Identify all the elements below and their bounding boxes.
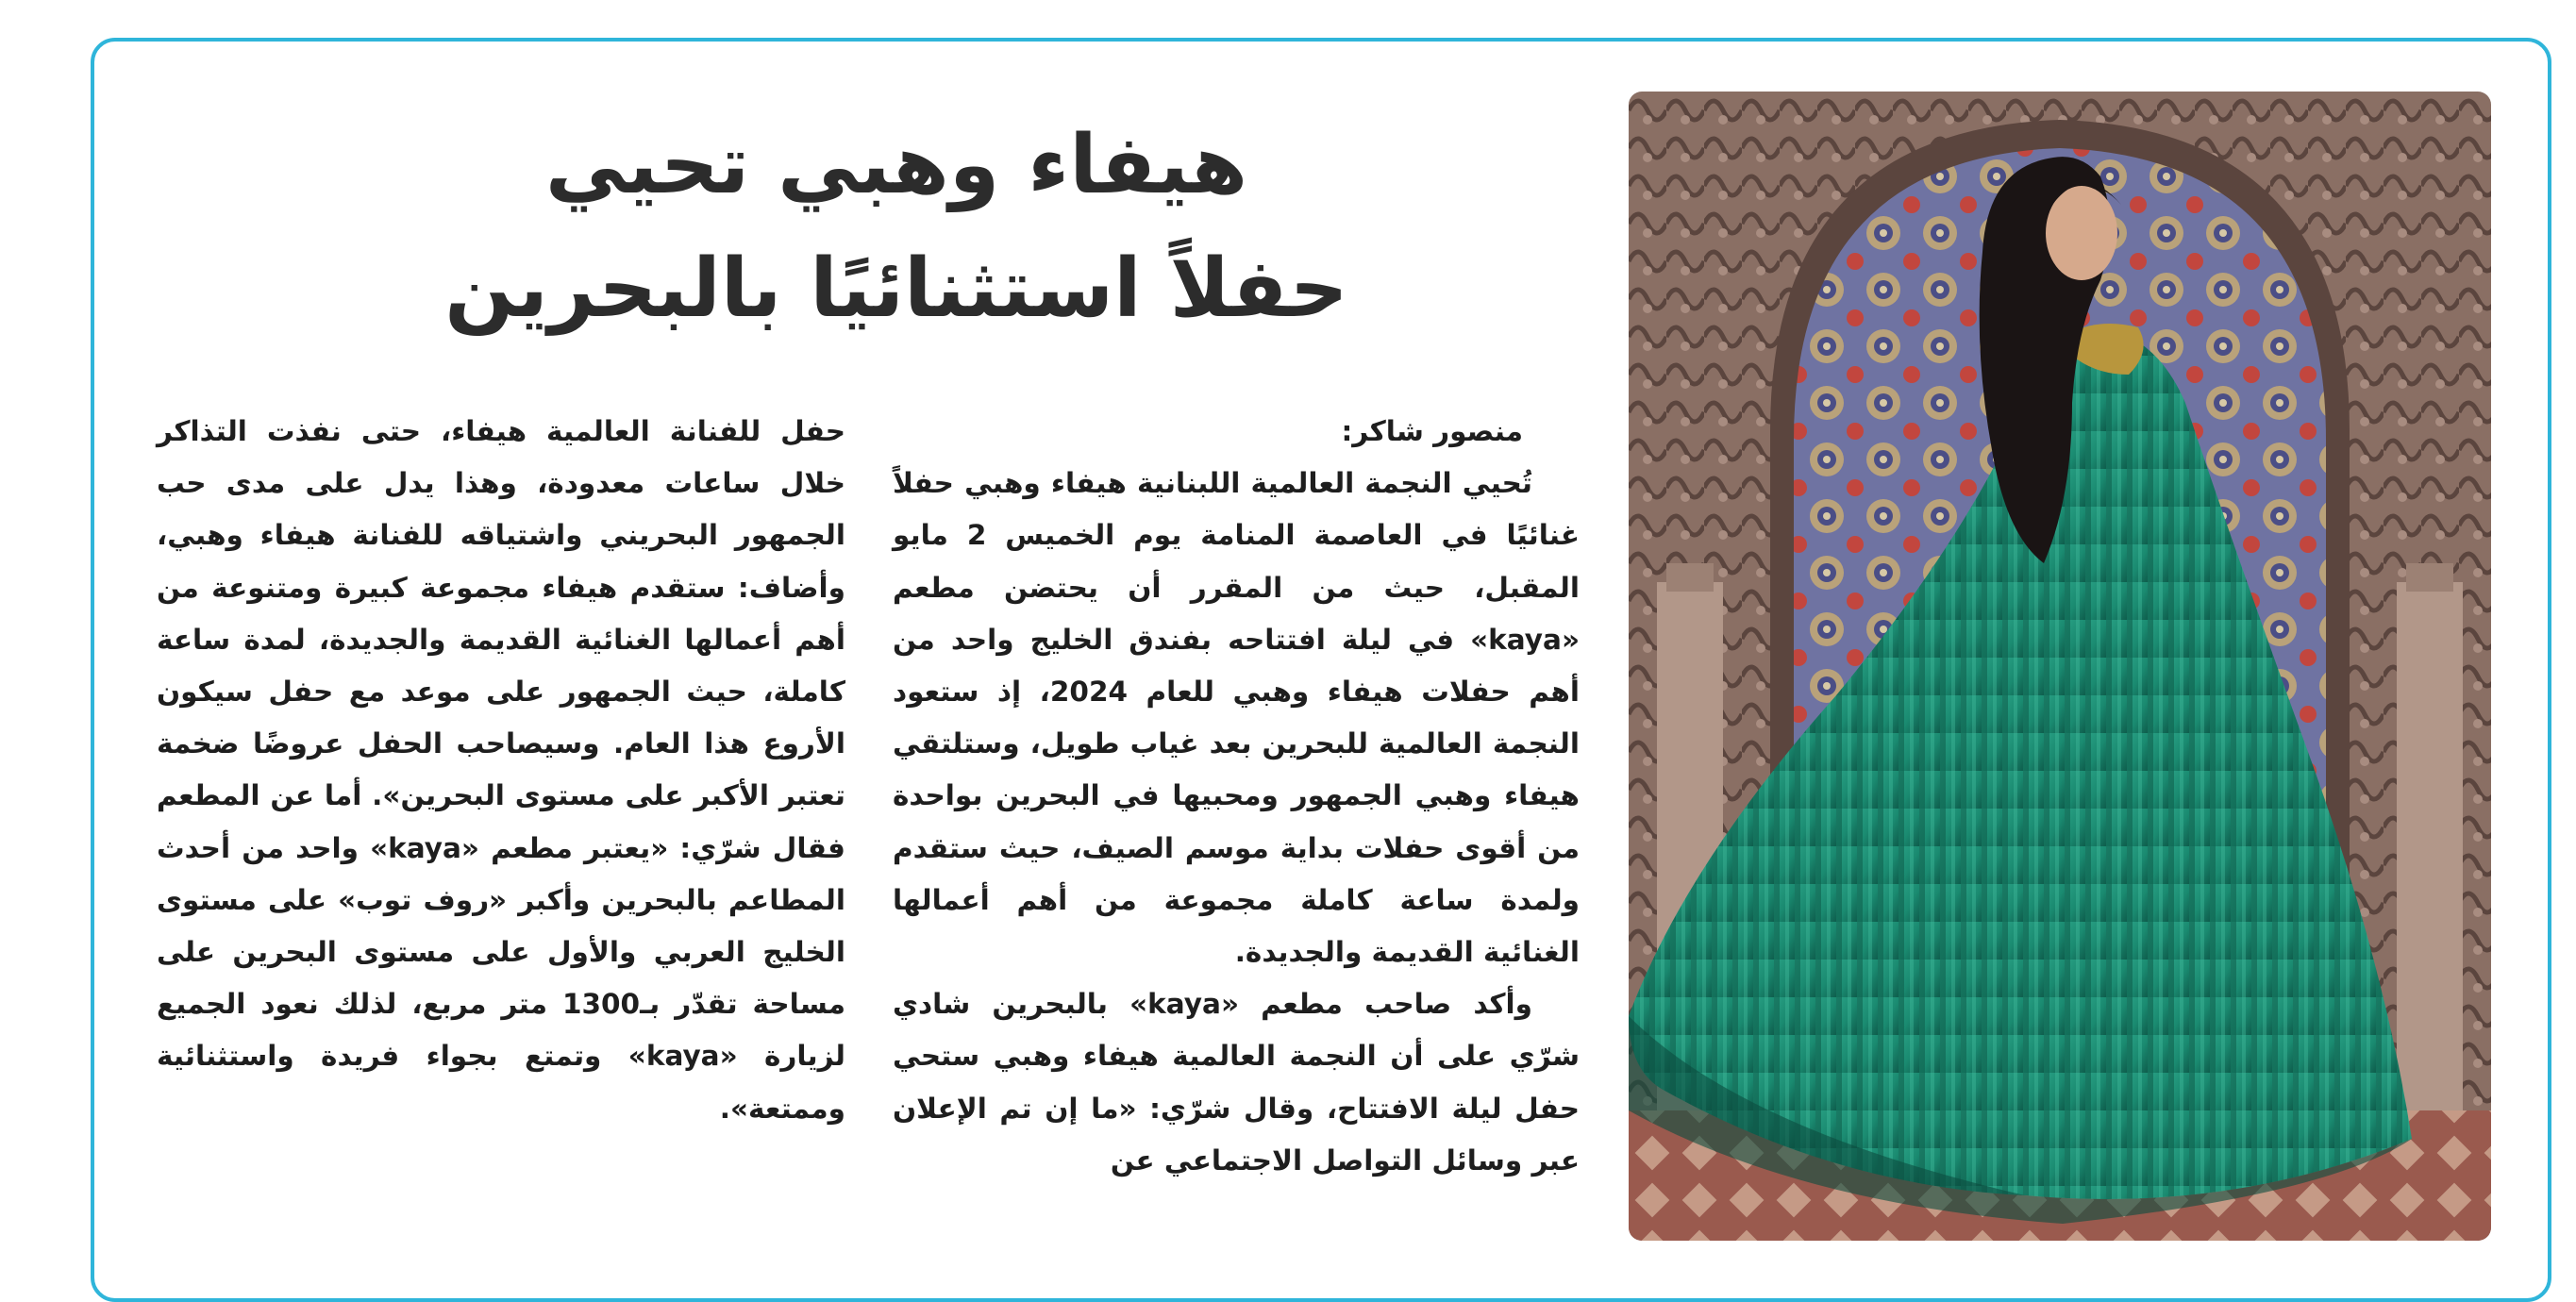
article-paragraph-2: وأكد صاحب مطعم «kaya» بالبحرين شادي شرّي على أن النجمة العالمية هيفاء وهبي ستحي حفل ليلة الافتتاح، وقال شرّي: «ما إن تم الإعلان عبر وسائل التواصل الاجتماعي عن xyxy=(893,988,1580,1177)
article-column-right xyxy=(893,406,1580,1187)
headline-line-2: حفلاً استثنائيًا بالبحرين xyxy=(444,242,1348,336)
article-byline: منصور شاكر: xyxy=(1341,415,1523,447)
article-photo xyxy=(1629,92,2491,1241)
article-column-left xyxy=(157,406,845,1135)
article-paragraph-1: تُحيي النجمة العالمية اللبنانية هيفاء وهبي حفلاً غنائيًا في العاصمة المنامة يوم الخميس 2 مايو المقبل، حيث من المقرر أن يحتضن مطعم «kaya» في ليلة افتتاحه بفندق الخليج واحد من أهم حفلات هيفاء وهبي للعام 2024، إذ ستعود النجمة العالمية للبحرين بعد غياب طويل، وستلتقي هيفاء وهبي الجمهور ومحبيها في البحرين بواحدة من أقوى حفلات بداية موسم الصيف، حيث ستقدم ولمدة ساعة كاملة مجموعة من أهم أعمالها الغنائية القديمة والجديدة. xyxy=(893,467,1581,969)
article-paragraph-3: حفل للفنانة العالمية هيفاء، حتى نفذت التذاكر خلال ساعات معدودة، وهذا يدل على مدى حب الجمهور البحريني واشتياقه للفنانة هيفاء وهبي، وأضاف: ستقدم هيفاء مجموعة كبيرة ومتنوعة من أهم أعمالها الغنائية القديمة والجديدة، لمدة ساعة كاملة، حيث الجمهور على موعد مع حفل سيكون الأروع هذا العام. وسيصاحب الحفل عروضًا ضخمة تعتبر الأكبر على مستوى البحرين». أما عن المطعم فقال شرّي: «يعتبر مطعم «kaya» واحد من أحدث المطاعم بالبحرين وأكبر «روف توب» على مستوى الخليج العربي والأول على مستوى البحرين على مساحة تقدّر بـ1300 متر مربع، لذلك نعود الجميع لزيارة «kaya» وتمتع بجواء فريدة واستثنائية وممتعة». xyxy=(157,415,846,1125)
headline-line-1: هيفاء وهبي تحيي xyxy=(544,118,1248,212)
singer-photo-illustration xyxy=(1629,92,2491,1241)
article-headline xyxy=(283,106,1510,353)
